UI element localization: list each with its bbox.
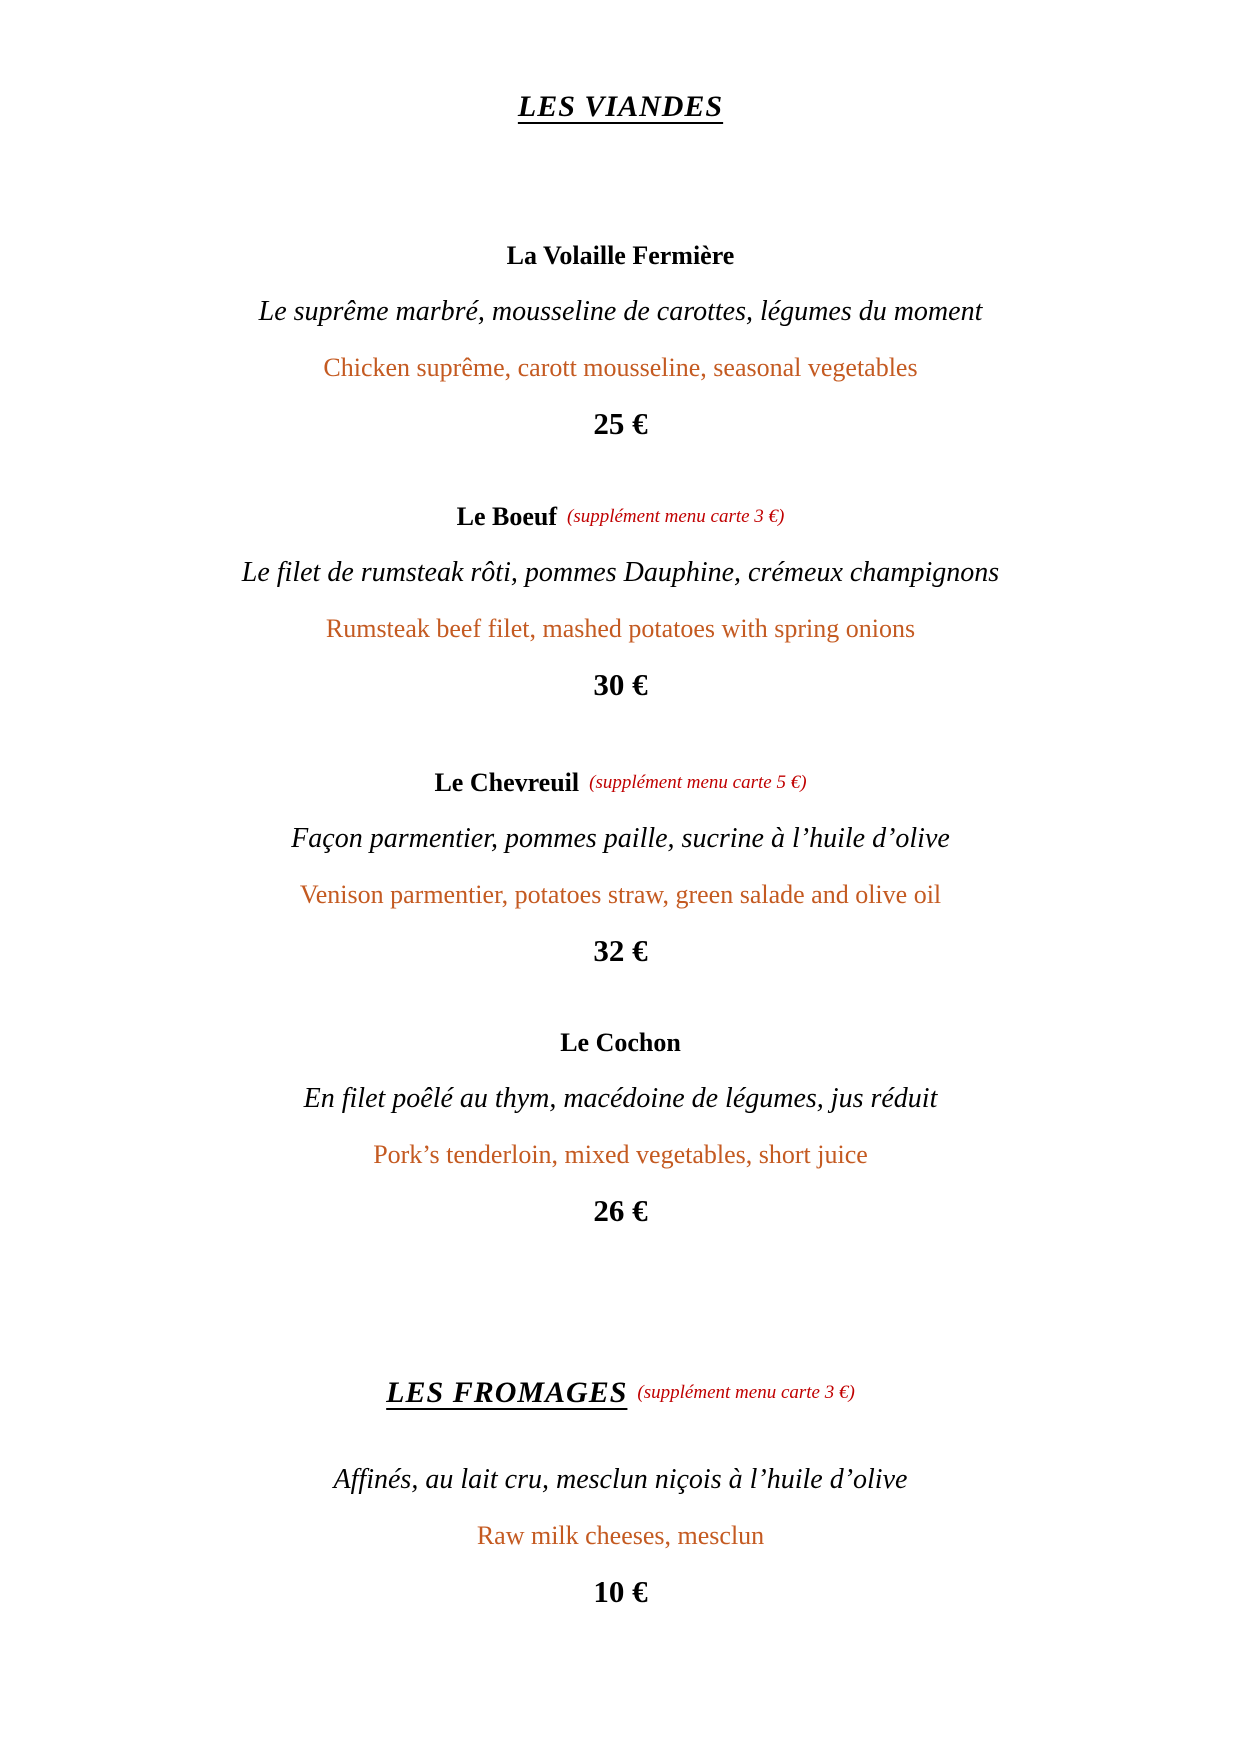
cheese-price: 10 €: [593, 1574, 648, 1609]
dish-name: Le Boeuf: [456, 502, 557, 531]
dish-price: 25 €: [593, 406, 648, 441]
menu-content: [0, 79, 1241, 1620]
dish-price: 30 €: [593, 667, 648, 702]
cheese-section: [0, 1365, 1241, 1620]
dish-block-volaille: [0, 228, 1241, 452]
dish-name-line: [0, 489, 1241, 545]
dish-name-line: [0, 1015, 1241, 1071]
dish-description-english: Chicken suprême, carott mousseline, seasonal vegetables: [323, 353, 918, 382]
dish-name: La Volaille Fermière: [506, 241, 735, 270]
dish-price: 26 €: [593, 1193, 648, 1228]
cheese-section-title: LES FROMAGES: [386, 1376, 628, 1409]
dish-description-french: Le filet de rumsteak rôti, pommes Dauphine, crémeux champignons: [241, 557, 1000, 588]
dish-supplement-note: (supplément menu carte 5 €): [589, 772, 807, 793]
dish-block-cochon: [0, 1015, 1241, 1239]
dish-block-chevreuil: [0, 755, 1241, 979]
dish-supplement-note: (supplément menu carte 3 €): [567, 506, 785, 527]
dish-name: Le Cochon: [560, 1028, 681, 1057]
dish-description-french: Façon parmentier, pommes paille, sucrine à l’huile d’olive: [291, 823, 950, 854]
meats-section-heading: [0, 79, 1241, 135]
cheese-section-heading: [0, 1365, 1241, 1421]
dish-description-french: Le suprême marbré, mousseline de carottes, légumes du moment: [258, 296, 983, 327]
dish-name-line: [0, 755, 1241, 811]
meats-section-title: LES VIANDES: [517, 90, 724, 123]
dish-description-french: En filet poêlé au thym, macédoine de légumes, jus réduit: [303, 1083, 938, 1114]
dish-name-line: [0, 228, 1241, 284]
dish-block-boeuf: [0, 489, 1241, 713]
dish-description-english: Rumsteak beef filet, mashed potatoes with spring onions: [325, 614, 916, 643]
dish-description-english: Pork’s tenderloin, mixed vegetables, short juice: [373, 1140, 868, 1169]
dish-description-english: Venison parmentier, potatoes straw, green salade and olive oil: [299, 880, 942, 909]
dish-name: Le Chevreuil: [434, 768, 580, 797]
dish-price: 32 €: [593, 933, 648, 968]
cheese-supplement-note: (supplément menu carte 3 €): [637, 1382, 855, 1403]
cheese-description-english: Raw milk cheeses, mesclun: [476, 1521, 765, 1550]
cheese-description-french: Affinés, au lait cru, mesclun niçois à l’huile d’olive: [333, 1464, 908, 1495]
